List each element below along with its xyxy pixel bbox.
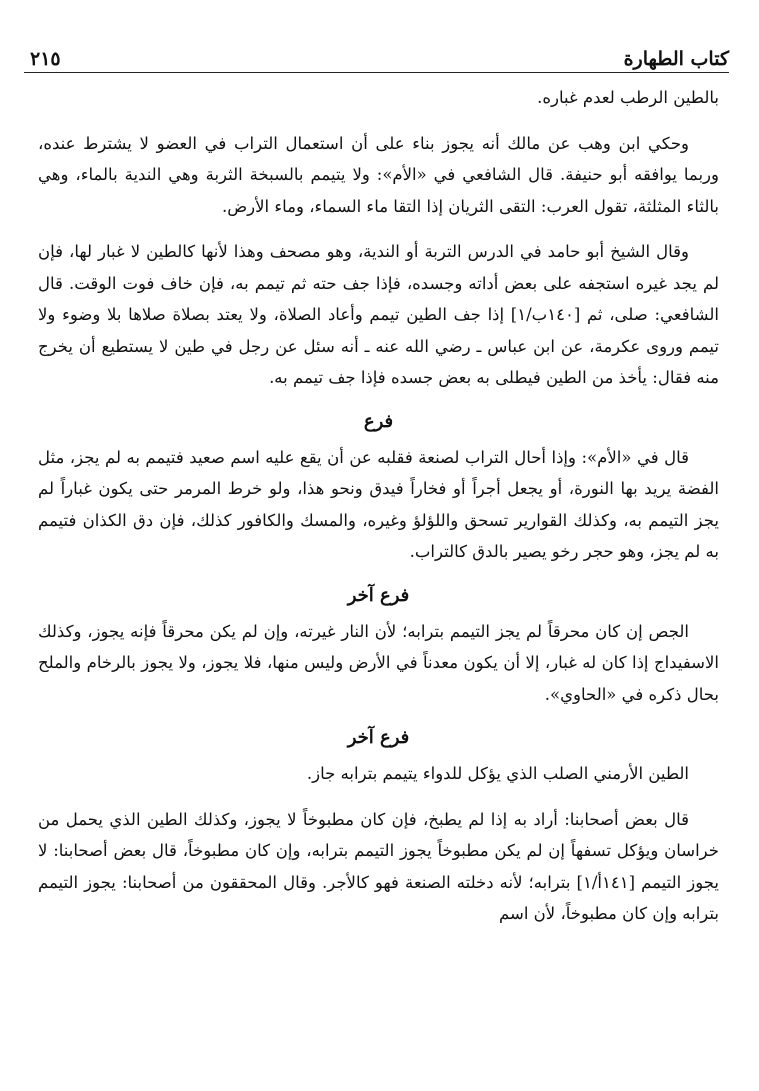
page-number: ٢١٥ xyxy=(30,48,61,70)
paragraph: الطين الأرمني الصلب الذي يؤكل للدواء يتيمم بترابه جاز. xyxy=(306,764,689,783)
paragraph: قال بعض أصحابنا: أراد به إذا لم يطبخ، فإن كان مطبوخاً لا يجوز، وكذلك الطين الذي يحمل من خراسان ويؤكل تسفهاً إن لم يكن مطبوخاً يجوز التيمم بترابه، وإن كان مطبوخاً، قال بعض أصحابنا: لا يجوز التيمم [١٤١أ/١] بترابه؛ لأنه دخلته الصنعة فهو كالأجر. وقال المحققون من أصحابنا: يجوز التيمم بترابه وإن كان مطبوخاً، لأن اسم xyxy=(38,809,719,923)
section-heading: فرع آخر xyxy=(347,727,410,748)
section-heading: فرع آخر xyxy=(347,584,410,606)
section-heading: فرع xyxy=(363,410,394,432)
paragraph: الجص إن كان محرقاً لم يجز التيمم بترابه؛ لأن النار غيرته، وإن لم يكن محرقاً فإنه يجوز، وكذلك الاسفيداج إذا كان له غبار، إلا أن يكون معدناً في الأرض وليس منها، فلا يجوز، ولا يجوز بالرخام والملح بحال ذكره في «الحاوي». xyxy=(38,621,719,704)
paragraph: قال في «الأم»: وإذا أحال التراب لصنعة فقلبه عن أن يقع عليه اسم صعيد فتيمم به لم يجز، مثل الفضة يريد بها النورة، أو يجعل أجراً أو فخاراً فيدق ونحو هذا، ولو خرط المرمر حتى يكون غباراً لم يجز التيمم به، وكذلك القوارير تسحق واللؤلؤ وغيره، والمسك والكافور كذلك، فإن دق الكذان فتيمم به لم يجز، وهو حجر رخو يصير بالدق كالتراب. xyxy=(38,447,719,561)
page-header xyxy=(30,34,729,70)
running-title: كتاب الطهارة xyxy=(623,48,729,70)
paragraph: بالطين الرطب لعدم غباره. xyxy=(537,88,719,107)
page-body xyxy=(38,82,719,930)
header-rule xyxy=(24,72,729,73)
paragraph: وحكي ابن وهب عن مالك أنه يجوز بناء على أن استعمال التراب في العضو لا يشترط عنده، وربما يوافقه أبو حنيفة. قال الشافعي في «الأم»: ولا يتيمم بالسبخة الثربة وهي الندية بالماء، وهي بالثاء المثلثة، تقول العرب: التقى الثريان إذا التقا ماء السماء، وماء الأرض. xyxy=(38,133,719,216)
paragraph: وقال الشيخ أبو حامد في الدرس التربة أو الندية، وهو مصحف وهذا لأنها كالطين لا غبار لها، فإن لم يجد غيره استجفه على بعض أداته وجسده، فإذا جف حته ثم تيمم به، فإن خاف فوت الوقت. قال الشافعي: صلى، ثم [١٤٠ب/١] إذا جف الطين تيمم وأعاد الصلاة، ولا يعتد بصلاة صلاها بلا وضوء ولا تيمم وروى عكرمة، عن ابن عباس ـ رضي الله عنه ـ أنه سئل عن رجل في طين لا يستطيع أن يخرج منه فقال: يأخذ من الطين فيطلى به بعض جسده فإذا جف تيمم به. xyxy=(38,242,719,387)
